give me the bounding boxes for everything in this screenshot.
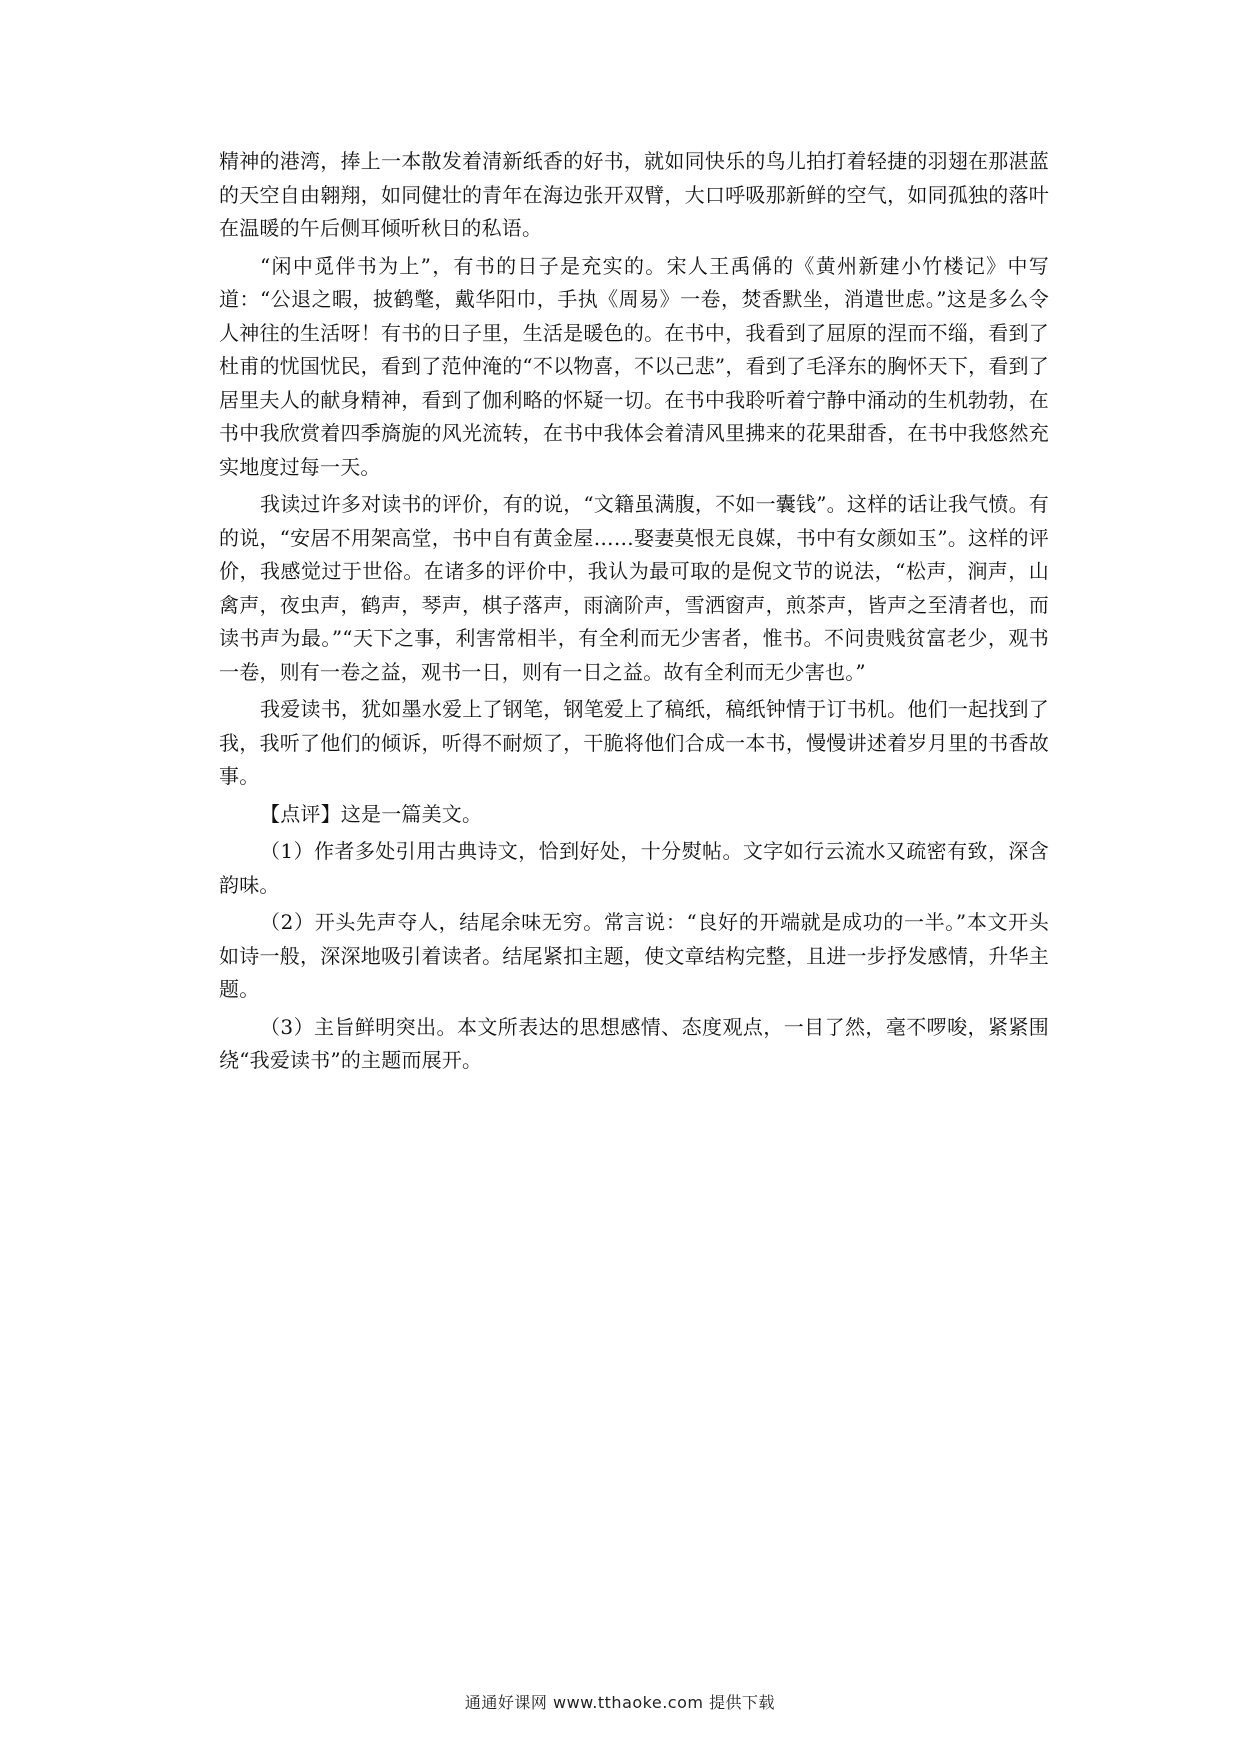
comment-item-1: （1）作者多处引用古典诗文，恰到好处，十分熨帖。文字如行云流水又疏密有致，深含韵味。	[219, 839, 1049, 897]
comment-item-2: （2）开头先声夺人，结尾余味无穷。常言说：“良好的开端就是成功的一半。”本文开头如诗一般，深深地吸引着读者。结尾紧扣主题，使文章结构完整，且进一步抒发感情，升华主题。	[219, 910, 1049, 1001]
essay-paragraph-3: 我读过许多对读书的评价，有的说，“文籍虽满腹，不如一囊钱”。这样的话让我气愤。有的说，“安居不用架高堂，书中自有黄金屋……娶妻莫恨无良媒，书中有女颜如玉”。这样的评价，我感觉过于世俗。在诸多的评价中，我认为最可取的是倪文节的说法，“松声，涧声，山禽声，夜虫声，鹤声，琴声，棋子落声，雨滴阶声，雪洒窗声，煎茶声，皆声之至清者也，而读书声为最。”“天下之事，利害常相半，有全利而无少害者，惟书。不问贵贱贫富老少，观书一卷，则有一卷之益，观书一日，则有一日之益。故有全利而无少害也。”	[219, 492, 1049, 684]
comment-item-3: （3）主旨鲜明突出。本文所表达的思想感情、态度观点，一目了然，毫不啰唆，紧紧围绕“我爱读书”的主题而展开。	[219, 1014, 1049, 1072]
page-footer: 通通好课网 www.tthaoke.com 提供下载	[464, 1693, 776, 1712]
document-body	[219, 145, 1049, 1082]
essay-paragraph-4: 我爱读书，犹如墨水爱上了钢笔，钢笔爱上了稿纸，稿纸钟情于订书机。他们一起找到了我，我听了他们的倾诉，听得不耐烦了，干脆将他们合成一本书，慢慢讲述着岁月里的书香故事。	[219, 697, 1049, 788]
essay-paragraph-1: 精神的港湾，捧上一本散发着清新纸香的好书，就如同快乐的鸟儿拍打着轻捷的羽翅在那湛蓝的天空自由翱翔，如同健壮的青年在海边张开双臂，大口呼吸那新鲜的空气，如同孤独的落叶在温暖的午后侧耳倾听秋日的私语。	[219, 149, 1049, 240]
comment-heading: 【点评】这是一篇美文。	[260, 801, 483, 826]
essay-paragraph-2: “闲中觅伴书为上”，有书的日子是充实的。宋人王禹偁的《黄州新建小竹楼记》中写道：“公退之暇，披鹤氅，戴华阳巾，手执《周易》一卷，焚香默坐，消遣世虑。”这是多么令人神往的生活呀！有书的日子里，生活是暖色的。在书中，我看到了屈原的涅而不缁，看到了杜甫的忧国忧民，看到了范仲淹的“不以物喜，不以己悲”，看到了毛泽东的胸怀天下，看到了居里夫人的献身精神，看到了伽利略的怀疑一切。在书中我聆听着宁静中涌动的生机勃勃，在书中我欣赏着四季旖旎的风光流转，在书中我体会着清风里拂来的花果甜香，在书中我悠然充实地度过每一天。	[219, 253, 1049, 479]
